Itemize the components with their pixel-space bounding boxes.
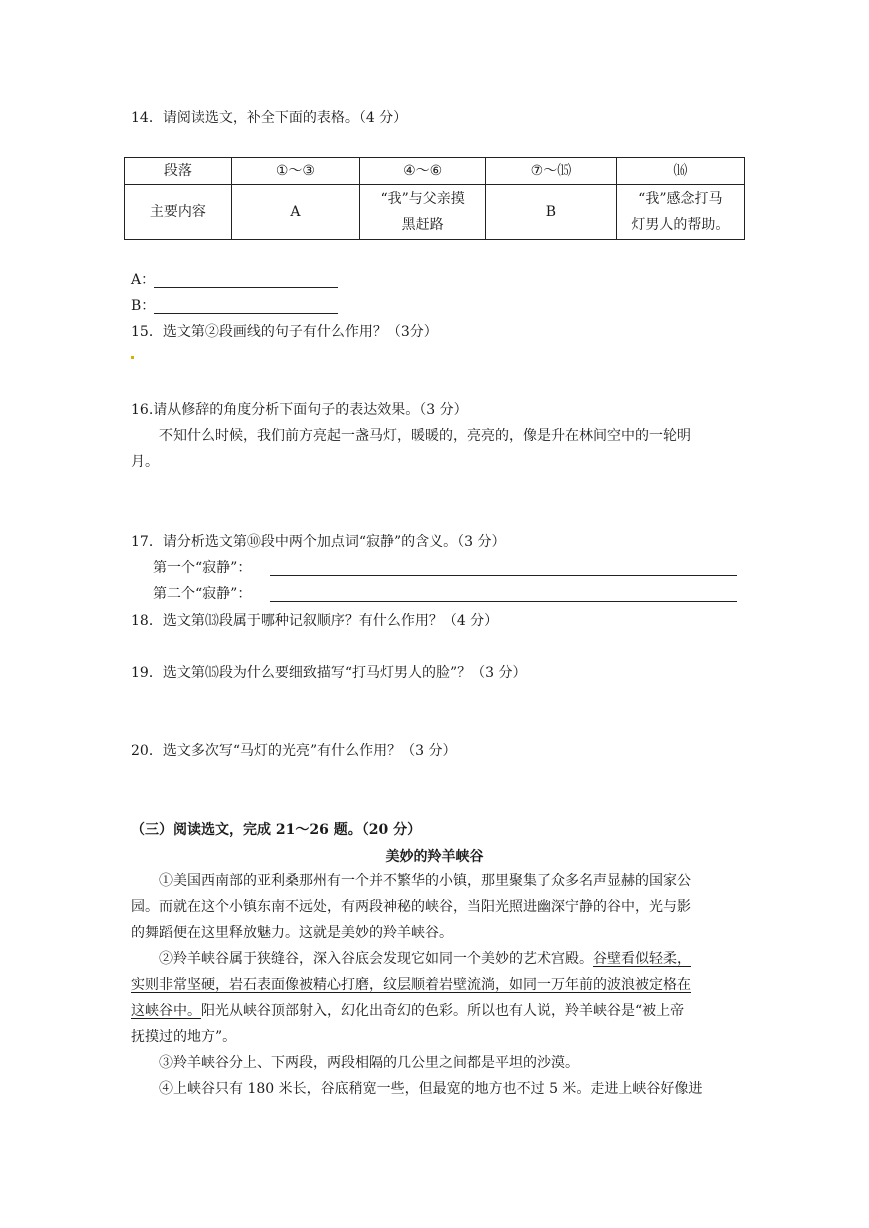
article-line: 的舞蹈便在这里释放魅力。这就是美妙的羚羊峡谷。 — [131, 925, 453, 941]
answer-b-label: B： — [131, 298, 156, 314]
answer-a-blank[interactable] — [154, 287, 338, 288]
summary-table — [124, 157, 745, 240]
table-cell-last — [616, 185, 744, 240]
q14-prompt: 14．请阅读选文，补全下面的表格。（4 分） — [131, 110, 408, 126]
underlined-sentence: 谷壁看似轻柔， — [593, 951, 691, 967]
table-header-cell: 段落 — [125, 158, 232, 185]
table-cell-mid — [360, 185, 486, 240]
section3-heading: （三）阅读选文，完成 21～26 题。（20 分） — [131, 822, 422, 838]
article-line: ④上峡谷只有 180 米长，谷底稍宽一些，但最宽的地方也不过 5 米。走进上峡谷好像进 — [159, 1081, 703, 1097]
table-cell-a[interactable]: A — [231, 185, 359, 240]
table-header-cell: ①～③ — [231, 158, 359, 185]
cell-text: “我”与父亲摸 — [380, 191, 465, 207]
table-header-cell: ④～⑥ — [360, 158, 486, 185]
cell-text: “我”感念打马 — [638, 191, 723, 207]
q17-first-blank[interactable] — [270, 575, 737, 576]
stray-mark — [131, 356, 134, 359]
q16-prompt: 16.请从修辞的角度分析下面句子的表达效果。（3 分） — [131, 402, 468, 418]
table-row-label: 主要内容 — [125, 185, 232, 240]
underlined-sentence: 实则非常坚硬，岩石表面像被精心打磨，纹层顺着岩壁流淌，如同一万年前的波浪被定格在 — [131, 977, 691, 993]
table-header-cell: ⑦～⒂ — [486, 158, 616, 185]
answer-a-label: A： — [131, 272, 156, 288]
plain-text: 阳光从峡谷顶部射入，幻化出奇幻的色彩。所以也有人说，羚羊峡谷是“被上帝 — [201, 1003, 685, 1019]
q16-quote-line1: 不知什么时候，我们前方亮起一盏马灯，暖暖的，亮亮的，像是升在林间空中的一轮明 — [159, 428, 691, 444]
table-cell-b[interactable]: B — [486, 185, 616, 240]
q18-prompt: 18．选文第⒀段属于哪种记叙顺序？有什么作用？（4 分） — [131, 613, 499, 629]
article-line: 园。而就在这个小镇东南不远处，有两段神秘的峡谷，当阳光照进幽深宁静的谷中，光与影 — [131, 899, 691, 915]
q17-first-label: 第一个“寂静”： — [153, 560, 252, 576]
article-line — [131, 946, 737, 972]
q16-quote-line2: 月。 — [131, 454, 159, 470]
plain-text: ②羚羊峡谷属于狭缝谷，深入谷底会发现它如同一个美妙的艺术宫殿。 — [159, 951, 593, 967]
q17-second-label: 第二个“寂静”： — [153, 586, 252, 602]
article-line: 抚摸过的地方”。 — [131, 1029, 237, 1045]
underlined-sentence: 这峡谷中。 — [131, 1003, 201, 1019]
article-line — [131, 998, 737, 1024]
q15-prompt: 15．选文第②段画线的句子有什么作用？（3分） — [131, 324, 438, 340]
table-row — [125, 158, 745, 185]
article-paragraph-1 — [131, 868, 737, 946]
article-paragraph-4 — [131, 1076, 737, 1102]
article-paragraph-3 — [131, 1050, 737, 1076]
answer-b-blank[interactable] — [154, 313, 338, 314]
article-line: ①美国西南部的亚利桑那州有一个并不繁华的小镇，那里聚集了众多名声显赫的国家公 — [159, 873, 691, 889]
cell-text: 灯男人的帮助。 — [631, 217, 730, 233]
table-row — [125, 185, 745, 240]
table-header-cell: ⒃ — [616, 158, 744, 185]
article-line: ③羚羊峡谷分上、下两段，两段相隔的几公里之间都是平坦的沙漠。 — [159, 1055, 579, 1071]
q20-prompt: 20．选文多次写“马灯的光亮”有什么作用？（3 分） — [131, 743, 457, 759]
cell-text: 黑赶路 — [401, 217, 444, 233]
article-paragraph-2 — [131, 946, 737, 1050]
article-title: 美妙的羚羊峡谷 — [385, 849, 484, 865]
q17-prompt: 17．请分析选文第⑩段中两个加点词“寂静”的含义。（3 分） — [131, 534, 506, 550]
q19-prompt: 19．选文第⒂段为什么要细致描写“打马灯男人的脸”？（3 分） — [131, 665, 527, 681]
article-line — [131, 972, 737, 998]
q17-second-blank[interactable] — [270, 601, 737, 602]
